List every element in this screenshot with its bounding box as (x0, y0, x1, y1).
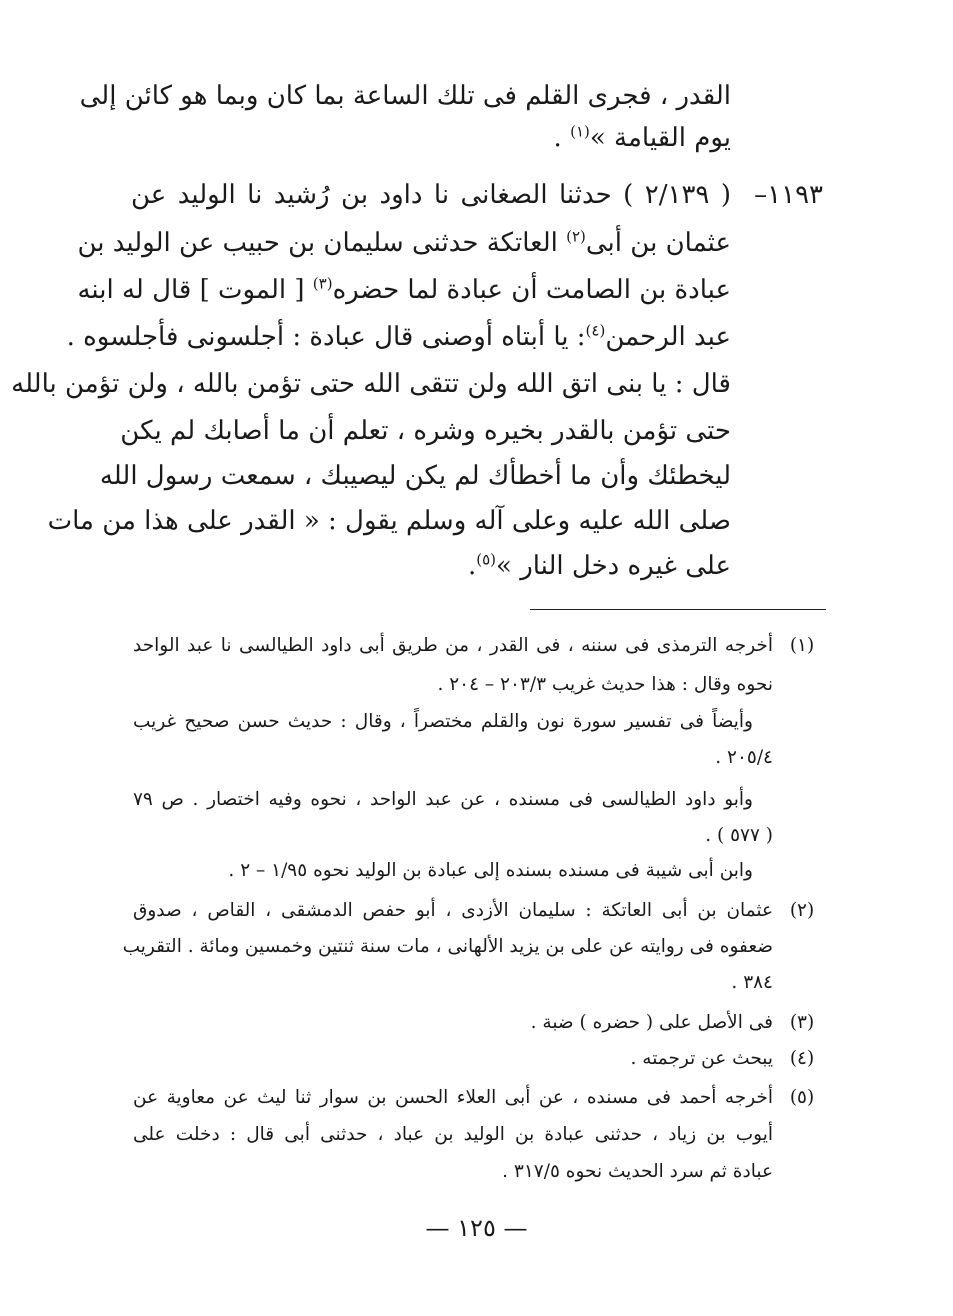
footnote-line: نحوه وقال : هذا حديث غريب ٢٠٣/٣ – ٢٠٤ . (437, 674, 773, 695)
text-line: عبد الرحمن$^{(٤)}$: يا أبتاه أوصنى قال عبادة : أجلسونى فأجلسوه . (66, 321, 731, 352)
text-line: على غيره دخل النار »$^{(٥)}$. (467, 550, 731, 581)
footnote-line: ٣٨٤ . (731, 972, 773, 993)
footnote-number: (٥) (789, 1087, 815, 1108)
footnote-line: ( ٥٧٧ ) . (705, 825, 773, 846)
hadith-number: ١١٩٣– (754, 180, 823, 210)
footnote-line: وابن أبى شيبة فى مسنده بسنده إلى عبادة بن الوليد نحوه ١/٩٥ – ٢ . (228, 860, 753, 881)
footnote-line: أيوب بن زياد ، حدثنى عبادة بن الوليد بن عباد ، حدثنى أبى قال : دخلت على (133, 1124, 773, 1145)
footnote-line: يبحث عن ترجمته . (630, 1048, 773, 1069)
footnote-ref[interactable]: (١) (570, 122, 590, 141)
footnote-number: (٤) (789, 1048, 815, 1069)
footnote-number: (٣) (789, 1012, 815, 1033)
text-line: صلى الله عليه وعلى آله وسلم يقول : « القدر على هذا من مات (47, 506, 731, 536)
page-number: — ١٢٥ — (425, 1214, 528, 1242)
footnote-ref[interactable]: (٥) (476, 550, 497, 569)
text-line: قال : يا بنى اتق الله ولن تتقى الله حتى تؤمن بالله ، ولن تؤمن بالله (11, 369, 731, 399)
footnote-ref[interactable]: (٤) (585, 321, 606, 340)
text-line: ( ٢/١٣٩ ) حدثنا الصغانى نا داود بن رُشيد نا الوليد عن (131, 180, 731, 210)
footnote-line: عثمان بن أبى العاتكة : سليمان الأزدى ، أبو حفص الدمشقى ، القاص ، صدوق (133, 900, 773, 921)
text-line: ليخطئك وأن ما أخطأك لم يكن ليصيبك ، سمعت رسول الله (99, 461, 731, 491)
text-line: يوم القيامة »$^{(١)}$ . (553, 122, 731, 153)
footnote-line: وأبو داود الطيالسى فى مسنده ، عن عبد الواحد ، نحوه وفيه اختصار . ص ٧٩ (133, 789, 753, 810)
footnote-line: فى الأصل على ( حضره ) ضبة . (530, 1012, 773, 1033)
footnote-line: ضعفوه فى روايته عن على بن يزيد الألهانى ، مات سنة ثنتين وخمسين ومائة . التقريب (122, 936, 773, 957)
text-line: عبادة بن الصامت أن عبادة لما حضره$^{(٣)}$ [ الموت ] قال له ابنه (77, 274, 731, 305)
footnote-divider (530, 609, 826, 610)
footnote-ref[interactable]: (٢) (566, 227, 586, 246)
footnote-line: وأيضاً فى تفسير سورة نون والقلم مختصراً ، وقال : حديث حسن صحيح غريب (133, 711, 753, 732)
footnote-ref[interactable]: (٣) (312, 274, 333, 293)
footnote-line: ٢٠٥/٤ . (715, 747, 773, 768)
footnote-line: أخرجه أحمد فى مسنده ، عن أبى العلاء الحسن بن سوار ثنا ليث عن معاوية عن (133, 1087, 773, 1108)
text-line: عثمان بن أبى$^{(٢)}$ العاتكة حدثنى سليمان بن حبيب عن الوليد بن (77, 227, 731, 258)
footnote-line: أخرجه الترمذى فى سننه ، فى القدر ، من طريق أبى داود الطيالسى نا عبد الواحد (133, 635, 773, 656)
footnote-number: (١) (789, 635, 815, 656)
text-line: القدر ، فجرى القلم فى تلك الساعة بما كان وبما هو كائن إلى (79, 81, 731, 111)
footnote-number: (٢) (789, 900, 815, 921)
text-line: حتى تؤمن بالقدر بخيره وشره ، تعلم أن ما أصابك لم يكن (120, 416, 731, 446)
footnote-line: عبادة ثم سرد الحديث نحوه ٣١٧/٥ . (502, 1161, 773, 1182)
